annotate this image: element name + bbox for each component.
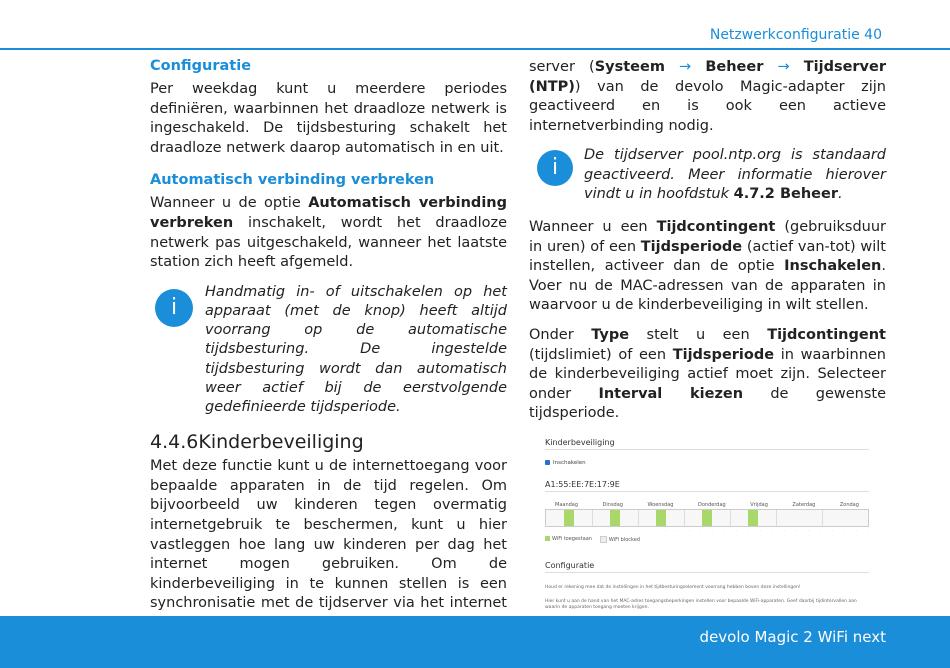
header-rule [0,48,950,50]
schedule-legend: WiFi toegestaan WiFi blocked [545,536,869,543]
page-footer [0,616,950,668]
embedded-screenshot [545,438,869,611]
shot-config-title: Configuratie [545,561,869,573]
paragraph-tijdcontingent: Wanneer u een Tijdcontingent (gebruiksduur in uren) of een Tijdsperiode (actief van-tot) wilt instellen, activeer dan de optie Inschakelen. Voer nu de MAC-adressen van de apparaten in waarvoor u de kinderbeveiliging in wilt stellen. [529,218,886,314]
hour-tick: · [688,528,690,533]
shot-note-1: Houd er rekening mee dat de instellingen in het tijdbesturingselement voorrang hebben boven deze instellingen! [545,584,801,590]
weekday-label: Dinsdag [602,501,623,508]
hour-tick: · [784,528,786,533]
hour-tick: · [748,528,750,533]
page-header-title: Netzwerkconfiguratie 40 [709,27,882,43]
schedule-active-block[interactable] [702,510,713,526]
hour-tick: · [676,528,678,533]
schedule-grid[interactable] [545,509,869,527]
hour-tick: · [616,528,618,533]
paragraph-type: Onder Type stelt u een Tijdcontingent (tijdslimiet) of een Tijdsperiode in waarbinnen de kinderbeveiliging actief moet zijn. Selecteer onder Interval kiezen de gewenste tijdsperiode. [529,326,886,422]
weekday-label: Zaterdag [792,501,816,508]
shot-note-2: Hier kunt u aan de hand van het MAC-adres toegangsbeperkingen instellen voor bepaalde WiFi-apparaten. Geef daarbij tijdintervallen aan waarin de apparaten toegang moeten krijgen. [545,598,857,610]
weekday-labels [545,502,869,508]
hour-tick: · [580,528,582,533]
day-divider [776,510,777,526]
hour-tick: · [664,528,666,533]
hour-tick: · [760,528,762,533]
hour-tick: · [807,528,810,533]
hour-tick: · [592,528,594,533]
hour-tick: · [628,528,630,533]
weekday-label: Maandag [555,501,579,508]
info-note-text: De tijdserver pool.ntp.org is standaard geactiveerd. Meer informatie hierover vindt u in hoofdstuk 4.7.2 Beheer. [584,147,886,202]
paragraph-timeserver: server (Systeem → Beheer → Tijdserver (NTP)) van de devolo Magic-adapter zijn geactiveerd en is ook een actieve internetverbinding nodig. [529,59,886,134]
day-divider [684,510,685,526]
shot-title: Kinderbeveiliging [545,438,869,450]
paragraph-configuratie: Per weekdag kunt u meerdere periodes definiëren, waarbinnen het draadloze netwerk is ingeschakeld. De tijdsbesturing schakelt het draadloze netwerk daarop automatisch in en uit. [150,81,507,156]
schedule-active-block[interactable] [656,510,667,526]
schedule-active-block[interactable] [610,510,621,526]
hour-tick: · [640,528,642,533]
schedule-active-block[interactable] [564,510,575,526]
schedule-active-block[interactable] [748,510,759,526]
hour-tick: · [855,528,857,533]
day-divider [638,510,639,526]
weekday-label: Vrijdag [750,501,768,508]
legend-on-swatch [545,536,550,541]
paragraph-kinderbeveiliging: Met deze functie kunt u de internettoegang voor bepaalde apparaten in de tijd regelen. Om bijvoorbeeld uw kinderen tegen overmatig internetgebruik te beschermen, kunt u hier vastleggen hoe lang uw kinderen per dag het internet mogen gebruiken. Om de kinderbeveiliging in te kunnen stellen is een synchronisatie met de tijdserver via het internet [150,458,507,612]
checkbox-checked-icon [545,460,550,465]
heading-configuratie: Configuratie [150,58,252,74]
hour-tick: · [796,528,798,533]
hour-tick: · [843,528,845,533]
hour-tick: · [652,528,654,533]
hour-tick: · [556,528,559,533]
day-divider [730,510,731,526]
info-note-ntp [529,146,886,204]
info-icon: i [537,150,573,186]
hour-tick: · [545,528,547,533]
legend-off-swatch [600,536,607,543]
hour-tick: · [736,528,738,533]
hour-tick: · [772,528,774,533]
hour-ticks [545,529,869,533]
footer-product-name: devolo Magic 2 WiFi next [699,628,886,646]
heading-auto-disconnect: Automatisch verbinding verbreken [150,172,435,189]
weekday-label: Woensdag [647,501,674,508]
hour-tick: · [831,528,833,533]
day-divider [822,510,823,526]
left-column [150,58,507,644]
mac-address-label: A1:55:EE:7E:17:9E [545,480,869,492]
paragraph-auto-disconnect: Wanneer u de optie Automatisch verbinding verbreken inschakelt, wordt het draadloze netwerk pas uitgeschakeld, wanneer het laatste station zich heeft afgemeld. [150,195,507,271]
hour-tick: · [724,528,726,533]
weekday-label: Donderdag [698,501,726,508]
hour-tick: · [604,528,606,533]
weekday-label: Zondag [839,501,859,508]
hour-tick: · [819,528,822,533]
hour-tick: · [700,528,702,533]
enable-checkbox[interactable]: Inschakelen [545,460,869,466]
right-column [529,58,886,619]
section-heading: 4.4.6Kinderbeveiliging [150,431,364,454]
info-icon: i [155,289,193,327]
day-divider [592,510,593,526]
info-note-manual [150,283,507,417]
hour-tick: · [568,528,571,533]
hour-tick: · [867,528,869,533]
hour-tick: · [712,528,714,533]
info-note-text: Handmatig in- of uitschakelen op het apparaat (met de knop) heeft altijd voorrang op de automatische tijdsbesturing. De ingestelde tijdsbesturing wordt dan automatisch weer actief bij de eerstvolgende gedefinieerde tijdsperiode. [205,283,507,415]
